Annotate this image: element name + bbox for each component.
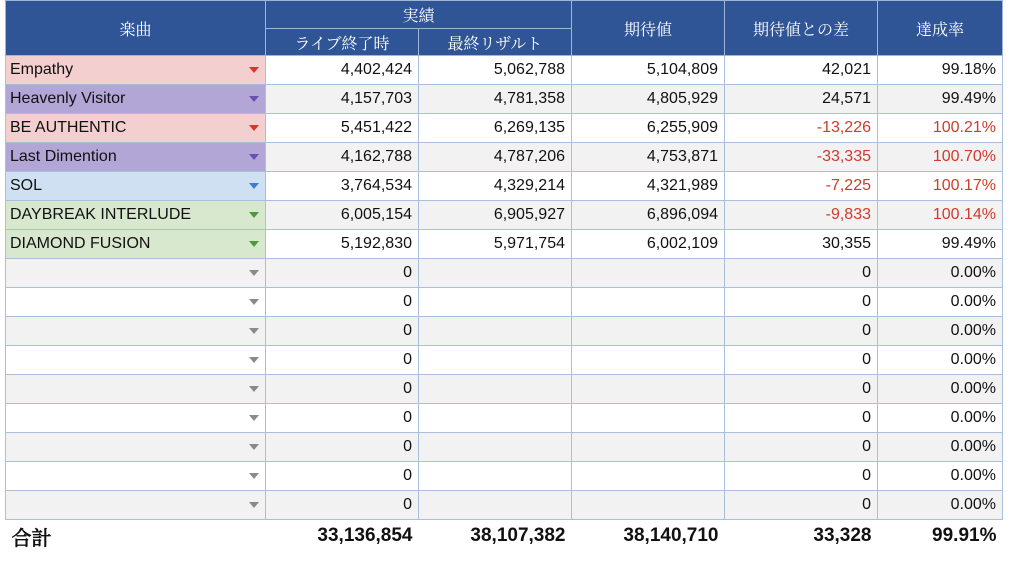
table-row — [6, 375, 1003, 404]
table-row — [6, 56, 1003, 85]
table-row — [6, 462, 1003, 491]
live-end-cell[interactable]: 0 — [266, 288, 419, 317]
final-result-cell[interactable] — [419, 346, 572, 375]
final-result-cell[interactable] — [419, 288, 572, 317]
live-end-cell[interactable]: 0 — [266, 491, 419, 520]
table-row — [6, 143, 1003, 172]
song-select[interactable] — [6, 85, 266, 114]
song-select[interactable] — [6, 143, 266, 172]
table-row — [6, 230, 1003, 259]
chevron-down-icon[interactable] — [249, 386, 259, 392]
expected-cell[interactable]: 4,805,929 — [572, 85, 725, 114]
expected-cell[interactable] — [572, 259, 725, 288]
expected-cell[interactable]: 6,002,109 — [572, 230, 725, 259]
chevron-down-icon[interactable] — [249, 125, 259, 131]
diff-cell[interactable]: 0 — [725, 462, 878, 491]
diff-cell[interactable]: 0 — [725, 404, 878, 433]
rate-cell[interactable]: 0.00% — [878, 259, 1003, 288]
live-end-cell[interactable]: 5,451,422 — [266, 114, 419, 143]
rate-cell[interactable]: 100.14% — [878, 201, 1003, 230]
table-row — [6, 317, 1003, 346]
diff-cell[interactable]: 0 — [725, 259, 878, 288]
song-label: BE AUTHENTIC — [10, 119, 127, 136]
song-select[interactable] — [6, 375, 266, 404]
diff-cell[interactable]: 0 — [725, 433, 878, 462]
expected-cell[interactable] — [572, 375, 725, 404]
song-label: Last Dimention — [10, 148, 117, 165]
final-result-cell[interactable] — [419, 491, 572, 520]
song-select[interactable] — [6, 56, 266, 85]
diff-cell[interactable]: 0 — [725, 288, 878, 317]
final-result-cell[interactable] — [419, 317, 572, 346]
chevron-down-icon[interactable] — [249, 67, 259, 73]
live-end-cell[interactable]: 0 — [266, 404, 419, 433]
table-row — [6, 114, 1003, 143]
chevron-down-icon[interactable] — [249, 415, 259, 421]
header-diff: 期待値との差 — [725, 1, 878, 56]
final-result-cell[interactable]: 4,781,358 — [419, 85, 572, 114]
rate-cell[interactable]: 99.18% — [878, 56, 1003, 85]
song-select[interactable] — [6, 259, 266, 288]
final-result-cell[interactable]: 4,787,206 — [419, 143, 572, 172]
score-table — [5, 0, 1003, 552]
final-result-cell[interactable] — [419, 462, 572, 491]
rate-cell[interactable]: 0.00% — [878, 491, 1003, 520]
song-label: Heavenly Visitor — [10, 90, 126, 107]
live-end-cell[interactable]: 0 — [266, 462, 419, 491]
expected-cell[interactable]: 4,753,871 — [572, 143, 725, 172]
chevron-down-icon[interactable] — [249, 241, 259, 247]
expected-cell[interactable]: 6,896,094 — [572, 201, 725, 230]
song-select[interactable] — [6, 172, 266, 201]
live-end-cell[interactable]: 5,192,830 — [266, 230, 419, 259]
song-select[interactable] — [6, 114, 266, 143]
rate-cell[interactable]: 99.49% — [878, 85, 1003, 114]
diff-cell[interactable]: 0 — [725, 346, 878, 375]
total-diff[interactable]: 33,328 — [725, 520, 878, 553]
chevron-down-icon[interactable] — [249, 444, 259, 450]
chevron-down-icon[interactable] — [249, 270, 259, 276]
table-row — [6, 346, 1003, 375]
total-live-end[interactable]: 33,136,854 — [266, 520, 419, 553]
rate-cell[interactable]: 0.00% — [878, 462, 1003, 491]
live-end-cell[interactable]: 4,157,703 — [266, 85, 419, 114]
table-body — [6, 56, 1003, 520]
diff-cell[interactable]: 0 — [725, 375, 878, 404]
expected-cell[interactable] — [572, 491, 725, 520]
expected-cell[interactable]: 6,255,909 — [572, 114, 725, 143]
expected-cell[interactable]: 5,104,809 — [572, 56, 725, 85]
table-row — [6, 288, 1003, 317]
final-result-cell[interactable]: 6,905,927 — [419, 201, 572, 230]
rate-cell[interactable]: 100.17% — [878, 172, 1003, 201]
chevron-down-icon[interactable] — [249, 357, 259, 363]
table-row — [6, 433, 1003, 462]
live-end-cell[interactable]: 3,764,534 — [266, 172, 419, 201]
song-select[interactable] — [6, 404, 266, 433]
song-select[interactable] — [6, 346, 266, 375]
diff-cell[interactable]: -13,226 — [725, 114, 878, 143]
expected-cell[interactable] — [572, 404, 725, 433]
song-select[interactable] — [6, 317, 266, 346]
total-label: 合計 — [6, 520, 266, 553]
table-row — [6, 491, 1003, 520]
chevron-down-icon[interactable] — [249, 212, 259, 218]
rate-cell[interactable]: 100.70% — [878, 143, 1003, 172]
diff-cell[interactable]: 0 — [725, 317, 878, 346]
song-label: SOL — [10, 177, 43, 194]
live-end-cell[interactable]: 6,005,154 — [266, 201, 419, 230]
header-expected: 期待値 — [572, 1, 725, 56]
rate-cell[interactable]: 0.00% — [878, 288, 1003, 317]
live-end-cell[interactable]: 0 — [266, 346, 419, 375]
header-song: 楽曲 — [6, 1, 266, 56]
live-end-cell[interactable]: 0 — [266, 375, 419, 404]
diff-cell[interactable]: 30,355 — [725, 230, 878, 259]
song-select[interactable] — [6, 433, 266, 462]
diff-cell[interactable]: 42,021 — [725, 56, 878, 85]
rate-cell[interactable]: 0.00% — [878, 433, 1003, 462]
song-label: DAYBREAK INTERLUDE — [10, 206, 192, 223]
rate-cell[interactable]: 0.00% — [878, 375, 1003, 404]
expected-cell[interactable] — [572, 462, 725, 491]
live-end-cell[interactable]: 0 — [266, 433, 419, 462]
chevron-down-icon[interactable] — [249, 299, 259, 305]
chevron-down-icon[interactable] — [249, 96, 259, 102]
table-row — [6, 259, 1003, 288]
song-label: DIAMOND FUSION — [10, 235, 151, 252]
diff-cell[interactable]: 0 — [725, 491, 878, 520]
header-actual: 実績 — [266, 1, 572, 29]
final-result-cell[interactable]: 4,329,214 — [419, 172, 572, 201]
total-rate[interactable]: 99.91% — [878, 520, 1003, 553]
header-rate: 達成率 — [878, 1, 1003, 56]
live-end-cell[interactable]: 0 — [266, 317, 419, 346]
final-result-cell[interactable]: 5,971,754 — [419, 230, 572, 259]
header-live-end: ライブ終了時 — [266, 29, 419, 56]
final-result-cell[interactable] — [419, 433, 572, 462]
expected-cell[interactable] — [572, 288, 725, 317]
final-result-cell[interactable]: 6,269,135 — [419, 114, 572, 143]
table-row — [6, 85, 1003, 114]
total-final-result[interactable]: 38,107,382 — [419, 520, 572, 553]
expected-cell[interactable] — [572, 317, 725, 346]
rate-cell[interactable]: 0.00% — [878, 317, 1003, 346]
live-end-cell[interactable]: 0 — [266, 259, 419, 288]
final-result-cell[interactable] — [419, 404, 572, 433]
song-label: Empathy — [10, 61, 74, 78]
total-expected[interactable]: 38,140,710 — [572, 520, 725, 553]
chevron-down-icon[interactable] — [249, 183, 259, 189]
table-row — [6, 201, 1003, 230]
song-select[interactable] — [6, 201, 266, 230]
song-select[interactable] — [6, 462, 266, 491]
final-result-cell[interactable]: 5,062,788 — [419, 56, 572, 85]
rate-cell[interactable]: 100.21% — [878, 114, 1003, 143]
diff-cell[interactable]: -9,833 — [725, 201, 878, 230]
rate-cell[interactable]: 0.00% — [878, 346, 1003, 375]
rate-cell[interactable]: 0.00% — [878, 404, 1003, 433]
chevron-down-icon[interactable] — [249, 473, 259, 479]
rate-cell[interactable]: 99.49% — [878, 230, 1003, 259]
diff-cell[interactable]: 24,571 — [725, 85, 878, 114]
live-end-cell[interactable]: 4,162,788 — [266, 143, 419, 172]
chevron-down-icon[interactable] — [249, 154, 259, 160]
final-result-cell[interactable] — [419, 375, 572, 404]
expected-cell[interactable] — [572, 346, 725, 375]
song-select[interactable] — [6, 491, 266, 520]
song-select[interactable] — [6, 230, 266, 259]
table-row — [6, 172, 1003, 201]
chevron-down-icon[interactable] — [249, 328, 259, 334]
song-select[interactable] — [6, 288, 266, 317]
diff-cell[interactable]: -33,335 — [725, 143, 878, 172]
chevron-down-icon[interactable] — [249, 502, 259, 508]
final-result-cell[interactable] — [419, 259, 572, 288]
header-final-result: 最終リザルト — [419, 29, 572, 56]
diff-cell[interactable]: -7,225 — [725, 172, 878, 201]
expected-cell[interactable] — [572, 433, 725, 462]
total-row — [6, 520, 1003, 553]
live-end-cell[interactable]: 4,402,424 — [266, 56, 419, 85]
expected-cell[interactable]: 4,321,989 — [572, 172, 725, 201]
table-row — [6, 404, 1003, 433]
